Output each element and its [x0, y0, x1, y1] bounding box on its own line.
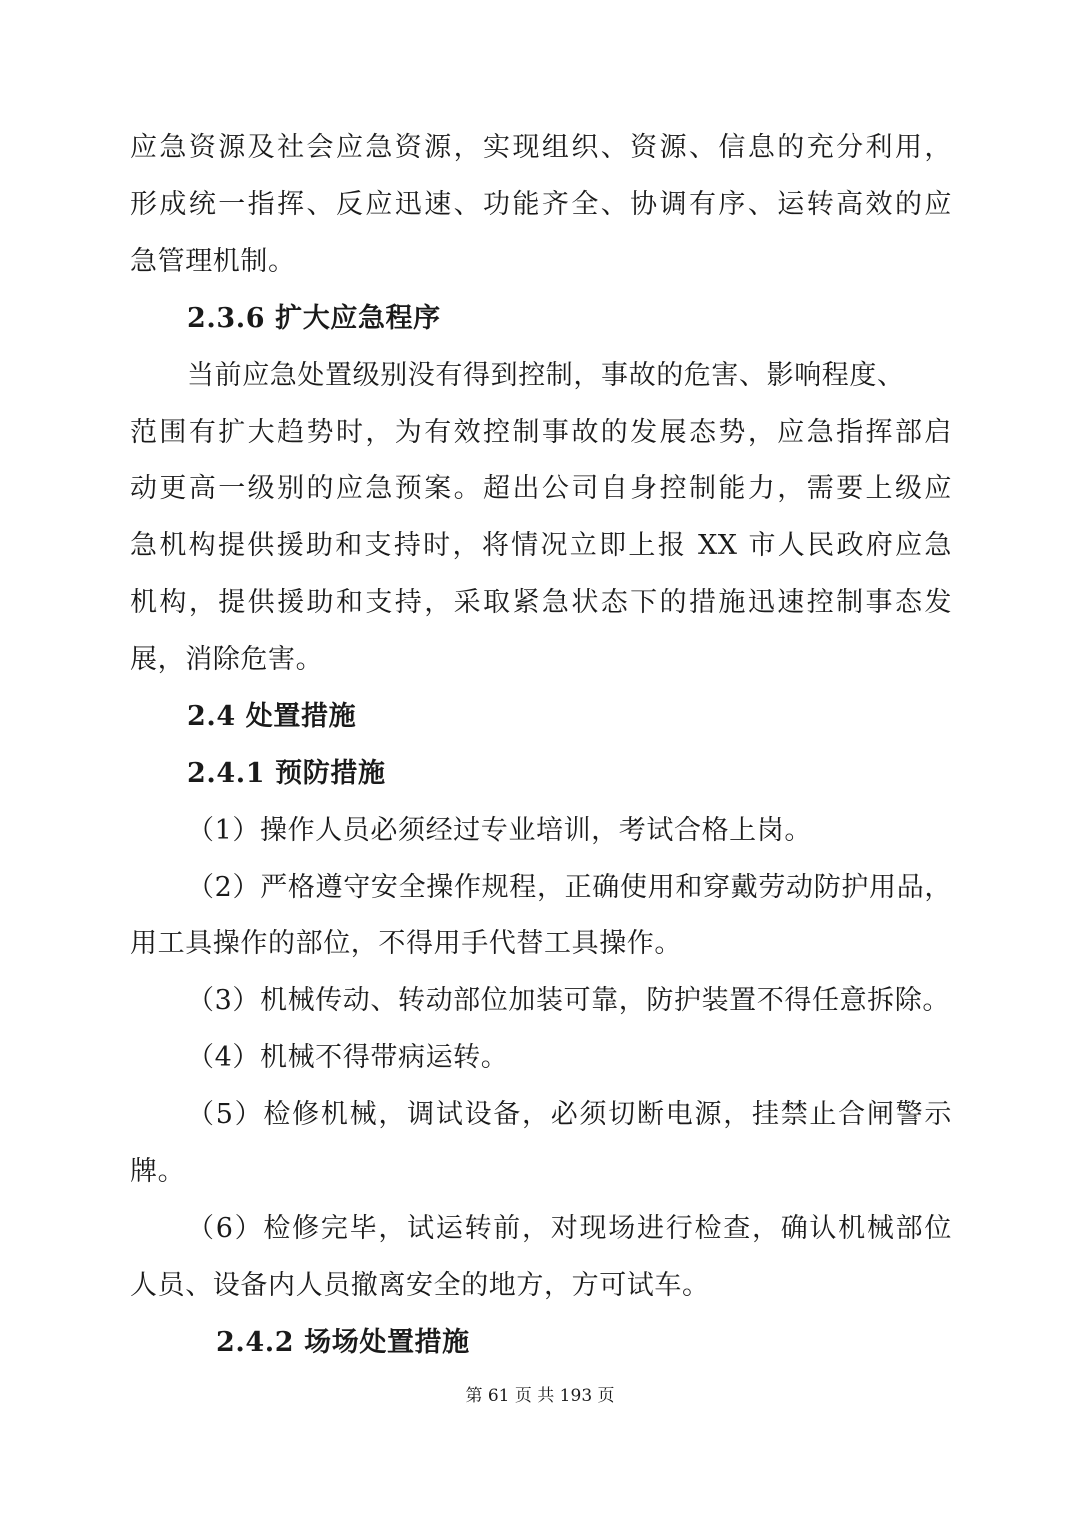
list-item: （5）检修机械，调试设备，必须切断电源，挂禁止合闸警示: [187, 1099, 952, 1130]
section-heading: 2.3.6 扩大应急程序: [187, 303, 441, 334]
body-line: 应急资源及社会应急资源，实现组织、资源、信息的充分利用，: [130, 132, 952, 163]
section-heading: 2.4 处置措施: [187, 701, 357, 732]
list-item: （4）机械不得带病运转。: [187, 1042, 509, 1073]
body-line: 急机构提供援助和支持时，将情况立即上报 XX 市人民政府应急: [130, 530, 952, 561]
subsection-heading: 2.4.1 预防措施: [187, 758, 386, 789]
body-line: 人员、设备内人员撤离安全的地方，方可试车。: [130, 1270, 710, 1301]
body-line: 急管理机制。: [130, 246, 296, 277]
subsection-heading: 2.4.2 场场处置措施: [216, 1327, 470, 1358]
list-item: （1）操作人员必须经过专业培训，考试合格上岗。: [187, 815, 812, 846]
body-line: 展，消除危害。: [130, 644, 324, 675]
list-item: （6）检修完毕，试运转前，对现场进行检查，确认机械部位: [187, 1213, 952, 1244]
body-line: 牌。: [130, 1156, 186, 1187]
body-line: 当前应急处置级别没有得到控制，事故的危害、影响程度、: [187, 360, 905, 391]
body-line: 动更高一级别的应急预案。超出公司自身控制能力，需要上级应: [130, 473, 952, 504]
body-line: 用工具操作的部位，不得用手代替工具操作。: [130, 928, 682, 959]
body-line: 机构，提供援助和支持，采取紧急状态下的措施迅速控制事态发: [130, 587, 952, 618]
body-line: 形成统一指挥、反应迅速、功能齐全、协调有序、运转高效的应: [130, 189, 952, 220]
list-item: （3）机械传动、转动部位加装可靠，防护装置不得任意拆除。: [187, 985, 950, 1016]
list-item: （2）严格遵守安全操作规程，正确使用和穿戴劳动防护用品，: [187, 872, 952, 903]
body-line: 范围有扩大趋势时，为有效控制事故的发展态势，应急指挥部启: [130, 417, 952, 448]
page-number-footer: 第 61 页 共 193 页: [465, 1386, 615, 1406]
